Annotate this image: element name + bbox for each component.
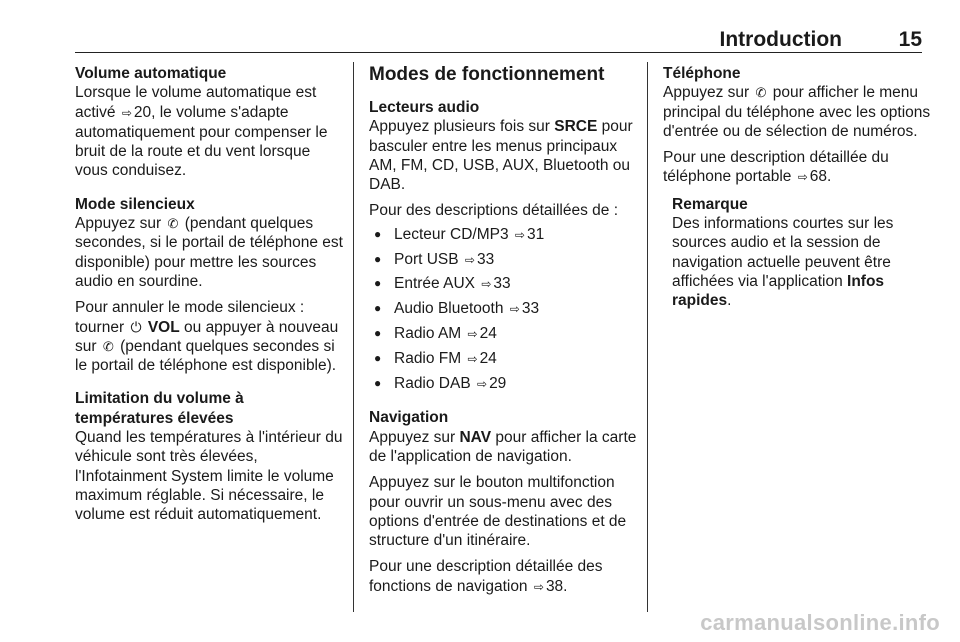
srce-label: SRCE [554, 118, 598, 136]
watermark: carmanualsonline.info [700, 610, 940, 635]
text: Appuyez sur [369, 428, 456, 446]
text: Appuyez sur [75, 215, 162, 233]
audio-paragraph [369, 117, 637, 194]
text: Appuyez sur [663, 84, 750, 102]
volume-auto-paragraph [75, 83, 343, 180]
list-item [369, 272, 637, 297]
column-divider [353, 62, 354, 612]
text: pour afficher la carte de l'application de navigation. [369, 428, 637, 465]
list-item [369, 297, 637, 322]
list-item-label: Radio AM [394, 324, 462, 342]
volume-auto-heading: Volume automatique [75, 65, 227, 82]
page-ref[interactable]: 29 [489, 374, 507, 392]
phone-heading: Téléphone [663, 65, 741, 82]
page-ref[interactable]: 38. [545, 577, 568, 595]
page-ref-arrow-icon: ⇨ [797, 170, 808, 185]
section-title: Modes de fonctionnement [369, 64, 605, 85]
page-ref[interactable]: 68. [809, 168, 832, 186]
note-paragraph [672, 214, 931, 310]
audio-heading: Lecteurs audio [369, 99, 480, 116]
page-ref-arrow-icon: ⇨ [467, 326, 478, 341]
note-box [672, 195, 931, 311]
page-ref[interactable]: 31 [526, 225, 545, 243]
list-item-label: Lecteur CD/MP3 [394, 225, 509, 243]
page-number: 15 [898, 28, 922, 51]
temp-paragraph: Quand les températures à l'intérieur du véhicule sont très élevées, l'Infotainment System limite le volume maximum réglable. Si nécessaire, le volume est réduit automatiquement. [75, 429, 343, 524]
list-item-label: Entrée AUX [394, 275, 475, 293]
text: (pendant quelques secondes si le portail de téléphone est disponible). [75, 337, 337, 375]
nav-heading: Navigation [369, 409, 449, 427]
text: pour basculer entre les menus principaux AM, FM, CD, USB, AUX, Bluetooth ou DAB. [369, 118, 633, 194]
source-list [369, 223, 637, 397]
list-item-label: Radio FM [394, 349, 462, 367]
list-item [369, 248, 637, 273]
page-ref-arrow-icon: ⇨ [467, 351, 478, 366]
phone-paragraph [663, 83, 931, 141]
list-item [369, 372, 637, 397]
list-item [369, 322, 637, 347]
text: Lorsque le volume automatique est activé [75, 84, 317, 121]
mute-heading: Mode silencieux [75, 195, 195, 213]
phone-mute-icon: ✆ [102, 338, 114, 354]
mute-paragraph [75, 214, 343, 291]
page-ref-arrow-icon: ⇨ [514, 227, 525, 242]
page-ref-arrow-icon: ⇨ [509, 302, 520, 317]
temp-heading: Limitation du volume à températures élevées [75, 390, 244, 427]
power-knob-icon: ⏻ [130, 318, 142, 335]
list-item [369, 347, 637, 372]
note-heading: Remarque [672, 195, 748, 213]
page-header [75, 28, 922, 53]
page-ref[interactable]: 33 [521, 300, 540, 318]
list-item-label: Radio DAB [394, 374, 471, 392]
phone-mute-icon: ✆ [167, 216, 179, 232]
page-ref[interactable]: 24 [479, 324, 497, 342]
page-ref-arrow-icon: ⇨ [464, 252, 475, 267]
nav-label: NAV [459, 428, 492, 446]
page-ref-arrow-icon: ⇨ [533, 579, 544, 594]
phone-mute-icon: ✆ [755, 85, 767, 101]
nav-paragraph-3 [369, 557, 637, 597]
infos-rapides-label: Infos rapides [672, 272, 885, 310]
text: ou appuyer à nouveau sur [75, 318, 339, 355]
nav-paragraph [369, 428, 637, 467]
page-ref[interactable]: 33 [493, 275, 511, 293]
column-right [663, 64, 931, 318]
page-ref[interactable]: 33 [476, 250, 495, 268]
phone-desc [663, 148, 931, 188]
column-left [75, 64, 343, 532]
page-ref-arrow-icon: ⇨ [481, 277, 492, 292]
column-middle [369, 64, 637, 604]
page-ref[interactable]: 20 [133, 103, 152, 121]
text: Des informations courtes sur les sources audio et la session de navigation actuelle peuvent être affichées via l'application [672, 215, 894, 290]
page-ref-arrow-icon: ⇨ [121, 105, 132, 120]
text: , le volume s'adapte automatiquement pour compenser le bruit de la route et du vent lorsque vous conduisez. [75, 103, 328, 180]
desc-intro: Pour des descriptions détaillées de : [369, 202, 619, 220]
text: pour afficher le menu principal du téléphone avec les options d'entrée ou de sélection de numéros. [663, 84, 931, 140]
text: Pour une description détaillée des fonctions de navigation [369, 558, 603, 595]
vol-label: VOL [147, 318, 180, 336]
page-ref[interactable]: 24 [479, 349, 497, 367]
text: . [727, 292, 732, 310]
column-divider [647, 62, 648, 612]
text: Pour annuler le mode silencieux : tourner [75, 299, 305, 336]
text: Appuyez plusieurs fois sur [369, 118, 550, 136]
page-ref-arrow-icon: ⇨ [477, 376, 488, 391]
list-item-label: Audio Bluetooth [394, 300, 504, 318]
list-item-label: Port USB [394, 250, 459, 268]
list-item [369, 223, 637, 248]
text: Pour une description détaillée du téléphone portable [663, 149, 889, 186]
nav-paragraph-2: Appuyez sur le bouton multifonction pour ouvrir un sous-menu avec des options d'entrée de destinations et de structure d'un itinéraire. [369, 474, 627, 550]
page-title: Introduction [719, 28, 842, 51]
text: (pendant quelques secondes, si le portail de téléphone est disponible) pour mettre les sources audio en sourdine. [75, 215, 343, 290]
unmute-paragraph [75, 298, 343, 375]
